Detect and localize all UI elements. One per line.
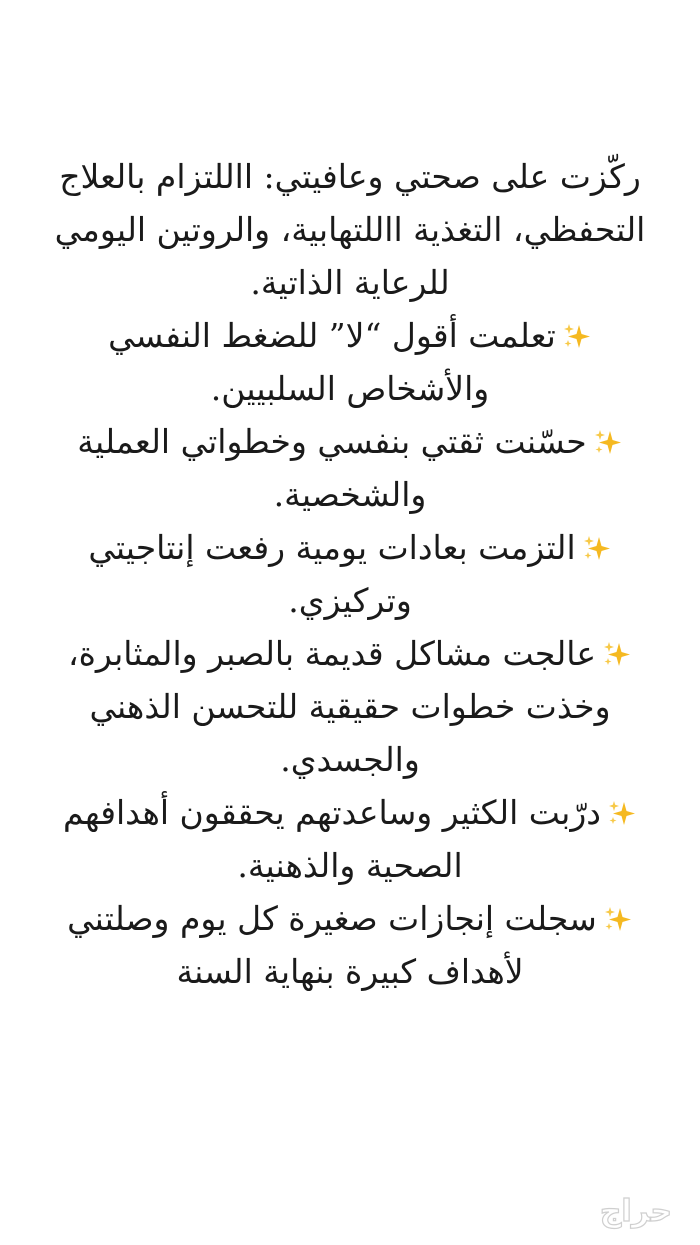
sparkles-icon <box>603 904 633 934</box>
sparkles-icon <box>602 639 632 669</box>
bullet-item <box>40 627 660 786</box>
watermark-logo: حراج <box>599 1194 672 1229</box>
paragraph-intro <box>40 150 660 309</box>
bullet-text: عالجت مشاكل قديمة بالصبر والمثابرة، وخذت خطوات حقيقية للتحسن الذهني والجسدي. <box>67 634 611 779</box>
sparkles-icon <box>593 427 623 457</box>
document-body <box>40 150 660 998</box>
sparkles-icon <box>607 798 637 828</box>
bullet-item <box>40 415 660 521</box>
bullet-text: درّبت الكثير وساعدتهم يحققون أهدافهم الصحية والذهنية. <box>63 793 601 885</box>
bullet-item <box>40 892 660 998</box>
bullet-item <box>40 786 660 892</box>
sparkles-icon <box>582 533 612 563</box>
paragraph-text: ركّزت على صحتي وعافيتي: االلتزام بالعلاج التحفظي، التغذية االلتهابية، والروتين اليومي للرعاية الذاتية. <box>54 157 646 302</box>
bullet-text: سجلت إنجازات صغيرة كل يوم وصلتني لأهداف كبيرة بنهاية السنة <box>67 899 597 991</box>
bullet-text: حسّنت ثقتي بنفسي وخطواتي العملية والشخصية. <box>77 422 587 514</box>
bullet-text: تعلمت أقول “لا” للضغط النفسي والأشخاص السلبيين. <box>108 316 556 408</box>
bullet-item <box>40 309 660 415</box>
bullet-item <box>40 521 660 627</box>
sparkles-icon <box>562 321 592 351</box>
bullet-text: التزمت بعادات يومية رفعت إنتاجيتي وتركيزي. <box>88 528 576 620</box>
